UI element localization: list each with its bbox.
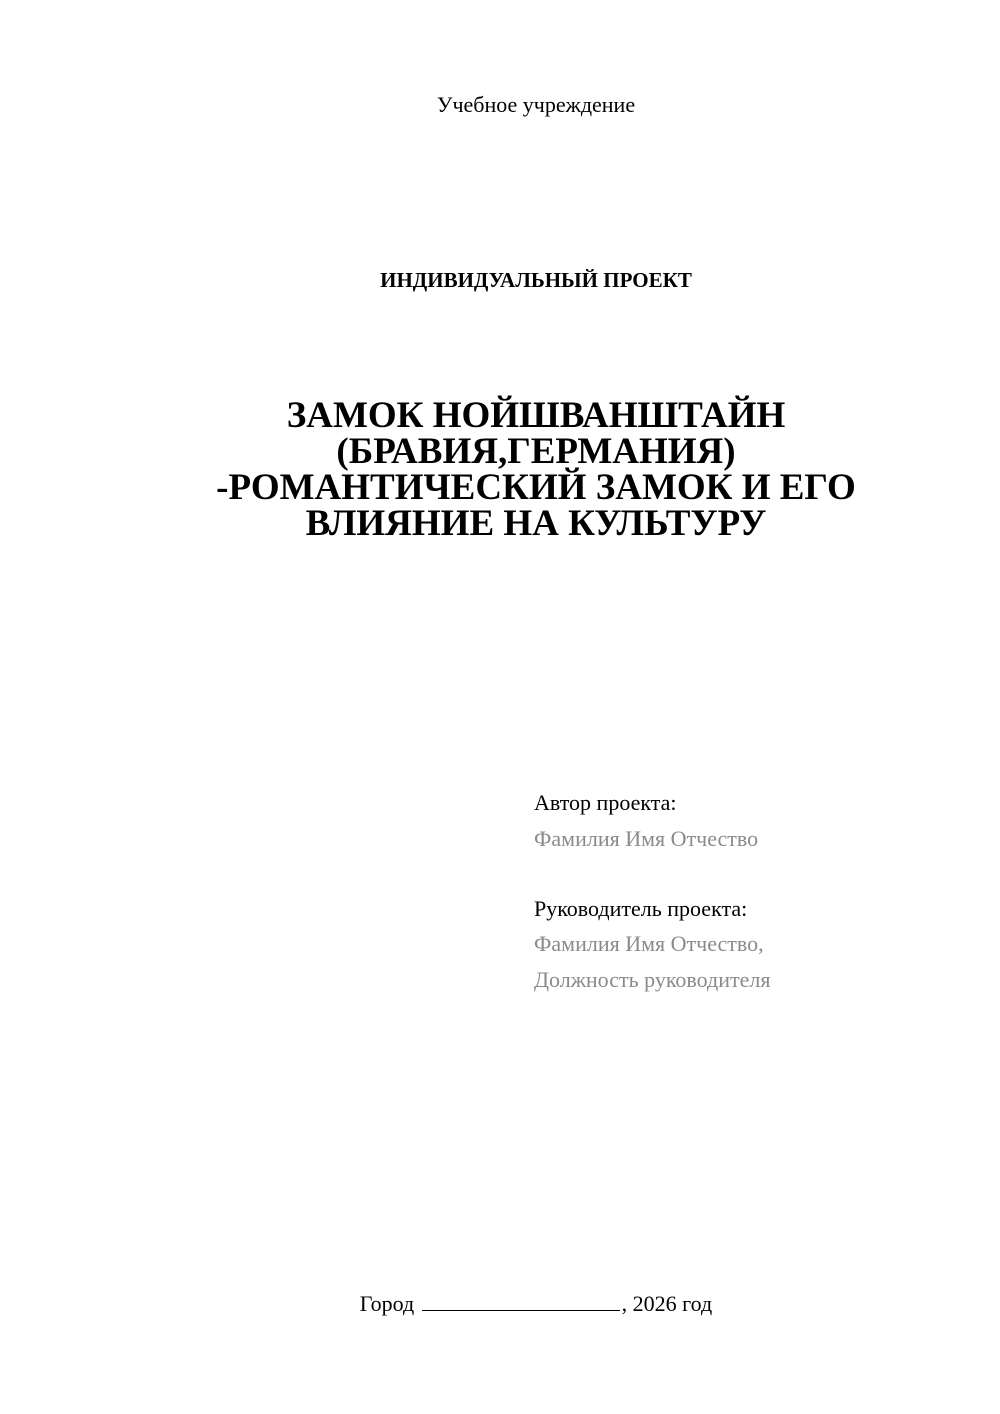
city-year-line bbox=[36, 1290, 1000, 1317]
year-text: , 2026 год bbox=[621, 1291, 713, 1316]
supervisor-position: Должность руководителя bbox=[534, 967, 771, 992]
city-blank-underline bbox=[422, 1290, 620, 1311]
project-type-heading: ИНДИВИДУАЛЬНЫЙ ПРОЕКТ bbox=[380, 268, 692, 292]
author-label: Автор проекта: bbox=[534, 790, 677, 815]
project-title-line-2: (БРАВИЯ,ГЕРМАНИЯ) bbox=[336, 431, 736, 472]
supervisor-label: Руководитель проекта: bbox=[534, 896, 748, 921]
project-title-line-3: -РОМАНТИЧЕСКИЙ ЗАМОК И ЕГО bbox=[216, 467, 856, 508]
project-title bbox=[36, 395, 1000, 544]
supervisor-name: Фамилия Имя Отчество, bbox=[534, 931, 764, 956]
project-title-line-4: ВЛИЯНИЕ НА КУЛЬТУРУ bbox=[305, 503, 767, 544]
project-title-line-1: ЗАМОК НОЙШВАНШТАЙН bbox=[286, 395, 786, 436]
institution-name: Учебное учреждение bbox=[436, 92, 636, 117]
author-name: Фамилия Имя Отчество bbox=[534, 826, 759, 851]
city-label: Город bbox=[359, 1291, 415, 1316]
